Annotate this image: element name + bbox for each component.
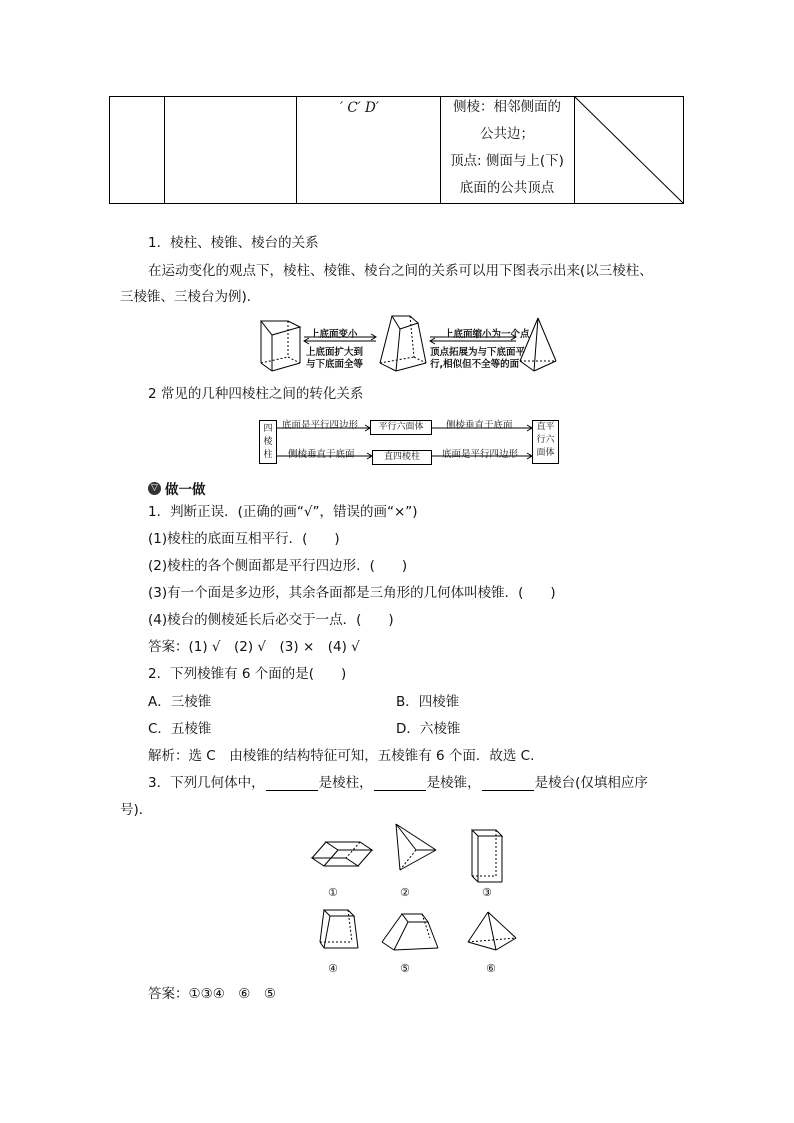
practice-title: 做一做: [165, 482, 206, 498]
q2-option-c: C．五棱锥: [148, 721, 212, 737]
arrow-label: 侧棱垂直于底面: [288, 449, 355, 460]
box-char: 棱: [263, 437, 273, 447]
practice-badge-icon: ▽: [148, 482, 161, 495]
section1-paragraph-cont: 三棱锥、三棱台为例)．: [120, 289, 261, 305]
arrow-label: 底面是平行四边形: [442, 449, 519, 460]
q2-stem: 2．下列棱锥有 6 个面的是( ): [148, 666, 347, 682]
q3-stem-cont: 号)．: [120, 802, 153, 818]
q1-item: (1)棱柱的底面互相平行．( ): [148, 531, 340, 547]
box-quadrangular-prism: [259, 420, 277, 464]
table-cell-definition: [440, 94, 574, 202]
table-def-line: 侧棱：相邻侧面的: [453, 99, 561, 115]
arrow-label: 侧棱垂直于底面: [446, 420, 513, 431]
arrow-label: 上底面缩小为一个点: [444, 329, 530, 340]
section1-paragraph: 在运动变化的观点下，棱柱、棱锥、棱台之间的关系可以用下图表示出来(以三棱柱、: [148, 263, 653, 279]
answer-blank: [374, 778, 426, 791]
box-right-prism: 直四棱柱: [372, 450, 432, 465]
arrow-label: 行,相似但不全等的面: [430, 359, 520, 370]
q3-stem-part: 是棱锥，: [426, 775, 481, 791]
box-right-parallelepiped: [532, 420, 559, 464]
arrow-label: 与下底面全等: [306, 359, 364, 370]
arrow-label: 上底面扩大到: [306, 347, 364, 358]
q3-answer: 答案：①③④ ⑥ ⑤: [148, 986, 277, 1002]
box-char: 四: [263, 424, 273, 434]
q3-stem-part: 3．下列几何体中，: [148, 775, 265, 791]
table-divider: [164, 96, 165, 204]
practice-header: [148, 478, 206, 498]
box-char: 柱: [263, 450, 273, 460]
q2-option-b: B．四棱锥: [396, 694, 460, 710]
q2-option-d: D．六棱锥: [396, 721, 461, 737]
q3-stem-part: 是棱台(仅填相应序: [534, 775, 648, 791]
table-diagonal: [574, 96, 684, 204]
answer-blank: [266, 778, 318, 791]
table-cell-vertices: ′ C′ D′: [340, 100, 379, 116]
q3-stem-part: 是棱柱，: [318, 775, 373, 791]
figure-caption: ⑥: [486, 962, 496, 975]
figure-caption: ②: [400, 886, 410, 899]
section2-heading: 2 常见的几种四棱柱之间的转化关系: [148, 386, 364, 402]
table-def-line: 顶点: 侧面与上(下): [450, 153, 564, 169]
q2-analysis: 解析：选 C 由棱锥的结构特征可知，五棱锥有 6 个面．故选 C.: [148, 748, 535, 764]
figure-caption: ④: [328, 962, 338, 975]
box-char: 行六: [536, 435, 555, 445]
figure-caption: ⑤: [400, 962, 410, 975]
arrow-label: 底面是平行四边形: [282, 420, 359, 431]
box-char: 直平: [536, 422, 555, 432]
q2-option-a: A．三棱锥: [148, 694, 212, 710]
table-def-line: 公共边；: [480, 126, 534, 142]
box-parallelepiped: 平行六面体: [370, 420, 432, 435]
q1-item: (3)有一个面是多边形，其余各面都是三角形的几何体叫棱锥．( ): [148, 585, 556, 601]
box-char: 面体: [536, 448, 555, 458]
q1-item: (2)棱柱的各个侧面都是平行四边形．( ): [148, 558, 408, 574]
figure-caption: ③: [482, 886, 492, 899]
section1-heading: 1．棱柱、棱锥、棱台的关系: [148, 235, 319, 251]
answer-blank: [482, 778, 534, 791]
q1-answer: 答案：(1) √ (2) √ (3) × (4) √: [148, 639, 360, 655]
q3-stem: [148, 777, 648, 791]
table-divider: [296, 96, 297, 204]
figure-caption: ①: [328, 886, 338, 899]
q1-item: (4)棱台的侧棱延长后必交于一点．( ): [148, 612, 394, 628]
table-def-line: 底面的公共顶点: [459, 180, 555, 196]
arrow-label: 顶点拓展为与下底面平: [430, 347, 526, 358]
q1-stem: 1．判断正误．(正确的画“√”，错误的画“×”): [148, 504, 418, 520]
arrow-label: 上底面变小: [310, 329, 358, 340]
